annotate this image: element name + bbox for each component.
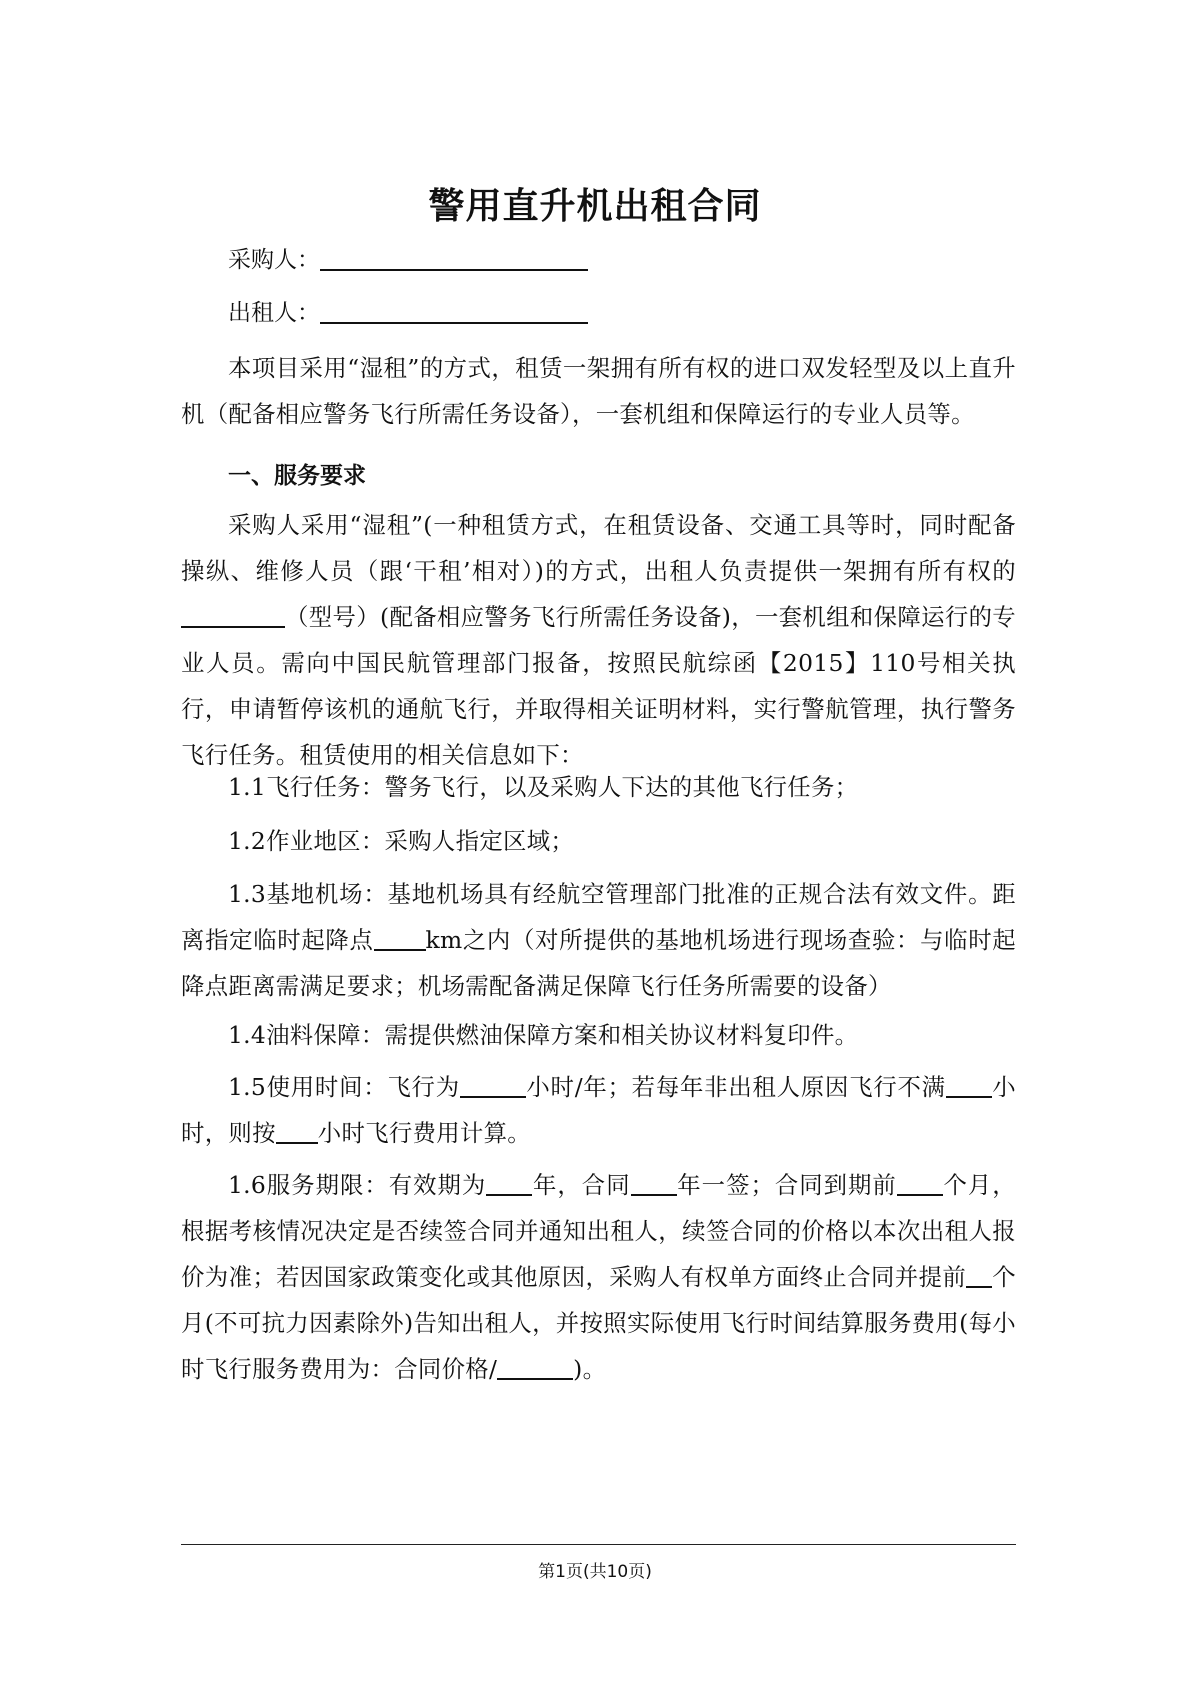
item-1-2-text: 1.2作业地区：采购人指定区域； [228, 827, 575, 855]
service-description [181, 502, 1016, 778]
page-number: 第1页(共10页) [538, 1562, 652, 1582]
item-1-3-text [181, 871, 1016, 1009]
footer-divider [181, 1544, 1016, 1545]
notice-months-blank [897, 1172, 943, 1196]
item-1-5-a: 1.5使用时间：飞行为 [228, 1073, 460, 1101]
item-1-5-c: 小时，则按 [181, 1073, 1016, 1147]
model-blank [181, 604, 285, 628]
sign-years-blank [631, 1172, 677, 1196]
purchaser-blank [320, 245, 588, 271]
item-1-5 [181, 1064, 1016, 1156]
service-text-b: （型号）(配备相应警务飞行所需任务设备)，一套机组和保障运行的专业人员。需向中国民航管理部门报备，按照民航综函【2015】110号相关执行，申请暂停该机的通航飞行，并取得相关证明材料，实行警航管理，执行警务飞行任务。租赁使用的相关信息如下： [181, 603, 1016, 769]
purchaser-line [228, 244, 588, 276]
item-1-5-b: 小时/年；若每年非出租人原因飞行不满 [525, 1073, 946, 1101]
validity-years-blank [486, 1172, 532, 1196]
item-1-3 [181, 871, 1016, 1009]
item-1-3-a: 1.3基地机场：基地机场具有经航空管理部门批准的正规合法有效文件。距离指定临时起降点 [181, 880, 1016, 954]
intro-text: 本项目采用“湿租”的方式，租赁一架拥有所有权的进口双发轻型及以上直升机（配备相应警务飞行所需任务设备），一套机组和保障运行的专业人员等。 [181, 354, 1016, 428]
item-1-6-d: 个月，根据考核情况决定是否续签合同并通知出租人，续签合同的价格以本次出租人报价为准；若因国家政策变化或其他原因，采购人有权单方面终止合同并提前 [181, 1171, 1016, 1291]
item-1-3-b: km之内（对所提供的基地机场进行现场查验：与临时起降点距离需满足要求；机场需配备满足保障飞行任务所需要的设备） [181, 926, 1016, 1000]
min-hours-blank [946, 1074, 992, 1098]
lessor-line [228, 297, 588, 329]
section-1-paragraph [181, 502, 1016, 778]
lessor-blank [320, 298, 588, 324]
item-1-6-b: 年，合同 [532, 1171, 631, 1199]
item-1-6-f: )。 [573, 1355, 607, 1383]
item-1-4-text: 1.4油料保障：需提供燃油保障方案和相关协议材料复印件。 [228, 1021, 859, 1049]
billed-hours-blank [276, 1120, 318, 1144]
flight-hours-blank [460, 1074, 526, 1098]
item-1-6-c: 年一签；合同到期前 [676, 1171, 897, 1199]
item-1-5-d: 小时飞行费用计算。 [317, 1119, 531, 1147]
purchaser-label: 采购人： [228, 247, 320, 273]
item-1-4 [181, 1012, 1016, 1058]
service-text-a: 采购人采用“湿租”(一种租赁方式，在租赁设备、交通工具等时，同时配备操纵、维修人员（跟‘干租’相对）)的方式，出租人负责提供一架拥有所有权的 [181, 511, 1016, 585]
section-1-heading: 一、服务要求 [228, 463, 366, 489]
item-1-6 [181, 1162, 1016, 1392]
contract-title: 警用直升机出租合同 [428, 186, 762, 227]
lessor-label: 出租人： [228, 300, 320, 326]
hourly-fee-blank [497, 1356, 573, 1380]
item-1-6-a: 1.6服务期限：有效期为 [228, 1171, 487, 1199]
item-1-6-text [181, 1162, 1016, 1392]
item-1-5-text [181, 1064, 1016, 1156]
item-1-6-e: 个月(不可抗力因素除外)告知出租人，并按照实际使用飞行时间结算服务费用(每小时飞行服务费用为：合同价格/ [181, 1263, 1016, 1383]
intro-paragraph [181, 345, 1016, 437]
distance-blank [374, 927, 426, 951]
item-1-2 [181, 818, 1016, 864]
termination-months-blank [966, 1264, 992, 1288]
item-1-1-text: 1.1飞行任务：警务飞行，以及采购人下达的其他飞行任务； [228, 773, 859, 801]
item-1-1 [181, 764, 1016, 810]
